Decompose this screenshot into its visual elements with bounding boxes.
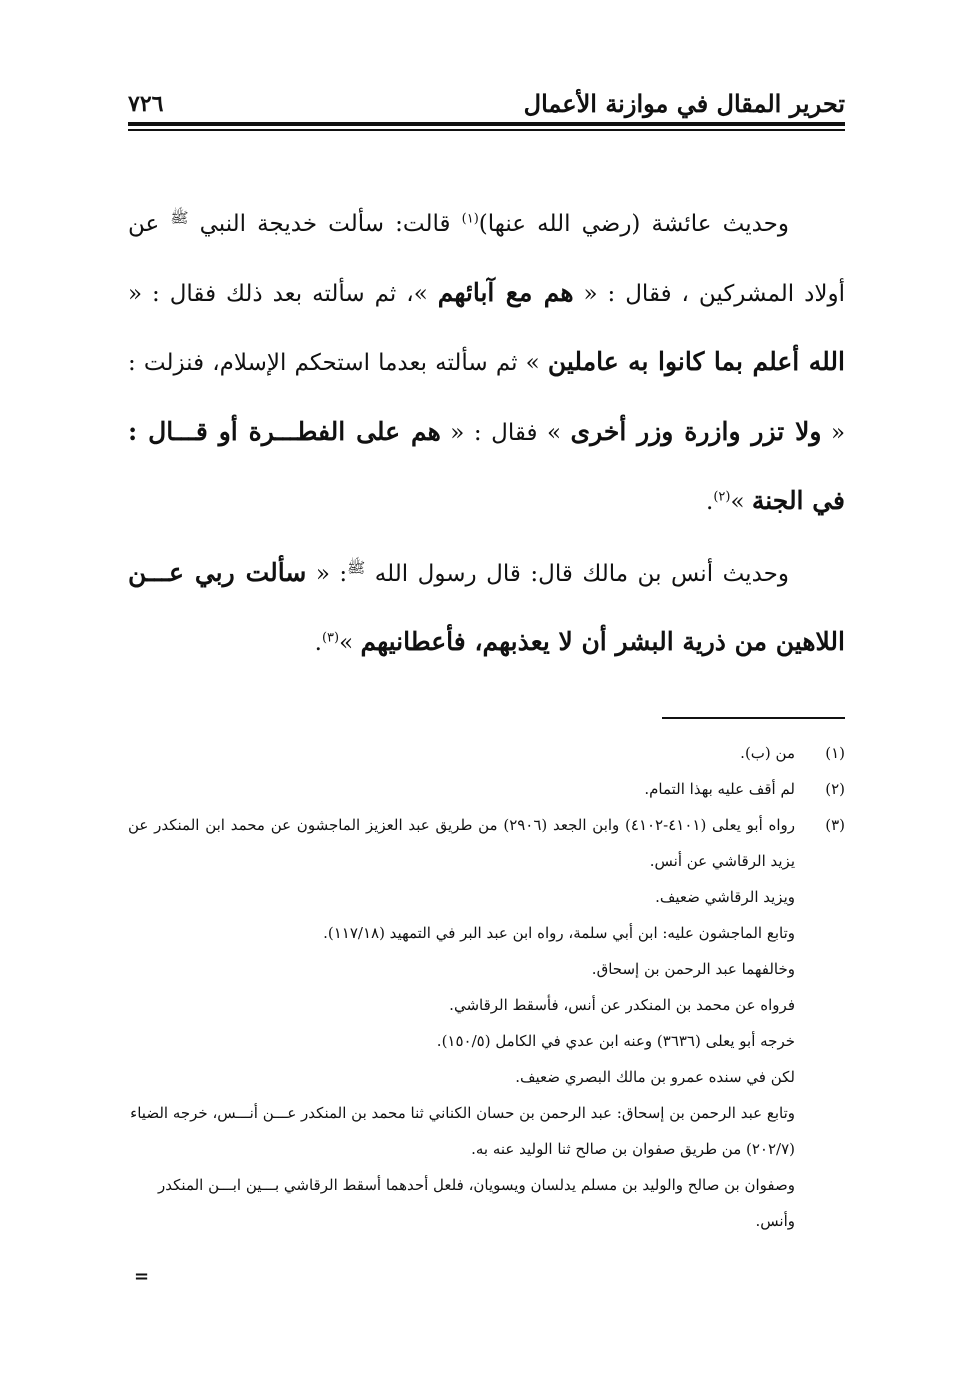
paragraph-aisha-hadith: وحديث عائشة (رضي الله عنها)$^{(١)}$ قالت: سألت خديجة النبي $^ﷺ$ عن أولاد المشركين ، فقال : « هم مع آبائهم »، ثم سألته بعد ذلك فقال : « الله أعلم بما كانوا به عاملين » ثم سألته بعدما استحكم الإسلام، فنزلت : « ولا تزر وازرة وزر أخرى » فقال : « هم على الفطـــرة أو قـــال : في الجنة »$^{(٢)}$. [128, 208, 846, 515]
quote-asked-my-lord: سألت ربي عـــن اللاهين من ذرية البشر أن لا يعذبهم، فأعطانيهم [128, 557, 845, 656]
salawat-glyph: ﷺ [170, 208, 189, 227]
footnote-3: (٣) رواه أبو يعلى (٤١٠١-٤١٠٢) وابن الجعد (٢٩٠٦) من طريق عبد العزيز الماجشون عن محمد ابن المنكدر عن يزيد الرقاشي عن أنس. [128, 816, 845, 870]
footnote-3-line: وخالفهما عبد الرحمن بن إسحاق. [591, 960, 795, 978]
footnote-3-line: وتابع عبد الرحمن بن إسحاق: عبد الرحمن بن حسان الكناني ثنا محمد بن المنكدر عـــن أنـــس، خرجه الضياء (٢٠٢/٧) من طريق صفوان بن صالح ثنا الوليد عنه به. [130, 1104, 795, 1158]
running-title: تحرير المقال في موازنة الأعمال [523, 89, 845, 118]
main-text [128, 190, 845, 678]
page-number: ٧٢٦ [128, 91, 164, 117]
footnote-1: (١) من (ب). [740, 744, 845, 762]
continuation-mark: = [134, 1266, 150, 1287]
footnotes [128, 735, 845, 1239]
quote-fitra: هم على الفطـــرة أو قـــال : في الجنة [128, 416, 845, 515]
footnote-3-line: فرواه عن محمد بن المنكدر عن أنس، فأسقط الرقاشي. [449, 996, 795, 1014]
header-rule-thick [128, 122, 845, 126]
footnote-separator [662, 717, 845, 719]
footnote-3-line: خرجه أبو يعلى (٣٦٣٦) وعنه ابن عدي في الكامل (١٥٠/٥). [436, 1032, 795, 1050]
footnote-ref-1: (١) [461, 211, 479, 227]
quote-verse: ولا تزر وازرة وزر أخرى [570, 416, 822, 446]
salawat-glyph-2: ﷺ [347, 557, 366, 576]
header-rule-thin [128, 129, 845, 131]
footnote-3-line: لكن في سنده عمرو بن مالك البصري ضعيف. [515, 1068, 795, 1086]
page-header [128, 78, 845, 120]
footnote-3-line: ويزيد الرقاشي ضعيف. [655, 888, 795, 906]
quote-allah-knows: الله أعلم بما كانوا به عاملين [547, 347, 845, 376]
footnote-3-line: وتابع الماجشون عليه: ابن أبي سلمة، رواه ابن عبد البر في التمهيد (١١٧/١٨). [323, 924, 795, 942]
footnote-ref-2: (٢) [713, 489, 731, 505]
quote-with-parents: هم مع آبائهم [437, 277, 574, 307]
paragraph-anas-hadith: وحديث أنس بن مالك قال: قال رسول الله $^ﷺ$: « سألت ربي عـــن اللاهين من ذرية البشر أن لا يعذبهم، فأعطانيهم »$^{(٣)}$. [128, 557, 845, 656]
footnote-3-line: وصفوان بن صالح والوليد بن مسلم يدلسان ويسويان، فلعل أحدهما أسقط الرقاشي بـــين ابـــن المنكدر وأنس. [158, 1176, 795, 1230]
footnote-ref-3: (٣) [321, 630, 340, 646]
footnote-2: (٢) لم أقف عليه بهذا التمام. [644, 780, 845, 798]
